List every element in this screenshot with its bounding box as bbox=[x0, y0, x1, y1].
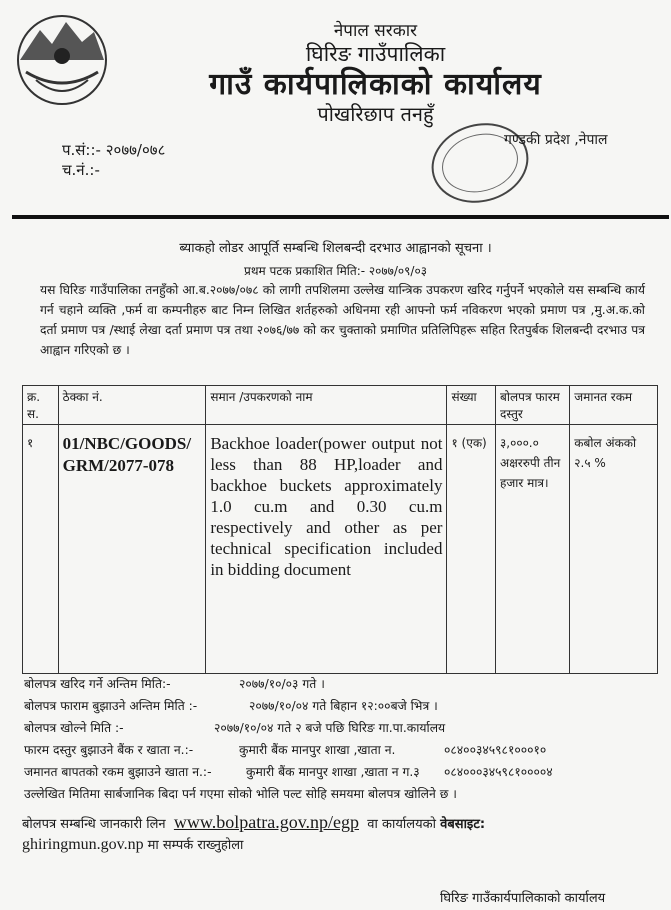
signature-office: घिरिङ गाउँकार्यपालिकाको कार्यालय bbox=[440, 891, 606, 906]
detail-value: कुमारी बैंक मानपुर शाखा ,खाता न ग.३ bbox=[246, 765, 420, 779]
table-row bbox=[23, 425, 658, 674]
detail-label: बोलपत्र फाराम बुझाउने अन्तिम मिति :- bbox=[24, 699, 198, 713]
header-office: गाउँ कार्यपालिकाको कार्यालय bbox=[209, 67, 542, 102]
detail-value: २०७७/१०/०३ गते । bbox=[239, 677, 325, 691]
header-government: नेपाल सरकार bbox=[333, 21, 418, 41]
header-divider bbox=[12, 215, 669, 219]
website-prefix: बोलपत्र सम्बन्धि जानकारी लिन bbox=[22, 817, 166, 832]
header-municipality: घिरिङ गाउँपालिका bbox=[305, 42, 446, 66]
detail-label: उल्लेखित मितिमा सार्बजानिक बिदा पर्न गएमा सोको भोलि पल्ट सोहि समयमा बोलपत्र खोलिने छ । bbox=[24, 787, 457, 801]
website-suffix: मा सम्पर्क राख्नुहोला bbox=[147, 838, 244, 853]
header-deposit: जमानत रकम bbox=[570, 386, 658, 425]
dispatch-number: च.नं.:- bbox=[62, 161, 100, 179]
detail-line bbox=[24, 719, 446, 736]
cell-qty: १ (एक) bbox=[447, 425, 496, 674]
header-qty: संख्या bbox=[447, 386, 496, 425]
detail-line bbox=[24, 741, 547, 758]
detail-label: फारम दस्तुर बुझाउने बैंक र खाता न.:- bbox=[24, 743, 194, 757]
municipality-site[interactable]: ghiringmun.gov.np bbox=[22, 836, 144, 853]
cell-fee: ३,०००.० अक्षररुपी तीन हजार मात्र। bbox=[496, 425, 570, 674]
detail-label: जमानत बापतको रकम बुझाउने खाता न.:- bbox=[24, 765, 212, 779]
cell-item: Backhoe loader(power output not less than 88 HP,loader and backhoe buckets approximately 1.0 cu.m and 0.30 cu.m respectively and other as per technical specification included in bidding document bbox=[206, 425, 447, 674]
website-line-2 bbox=[22, 835, 243, 854]
website-label: वेबसाइट: bbox=[440, 817, 486, 832]
detail-line bbox=[24, 675, 325, 692]
detail-label: बोलपत्र खोल्ने मिति :- bbox=[24, 721, 124, 735]
reference-number: प.सं::- २०७७/०७८ bbox=[62, 141, 166, 159]
notice-title: ब्याकहो लोडर आपूर्ति सम्बन्धि शिलबन्दी दरभाउ आह्वानको सूचना । bbox=[179, 241, 492, 256]
account-number: ०८४००३४५९८१०००१० bbox=[444, 743, 547, 757]
website-mid: वा कार्यालयको bbox=[367, 817, 436, 832]
table-header-row bbox=[23, 386, 658, 425]
header-sn: क्र. स. bbox=[23, 386, 59, 425]
province-text: गण्डकी प्रदेश ,नेपाल bbox=[504, 132, 608, 148]
published-date: प्रथम पटक प्रकाशित मिति:- २०७७/०९/०३ bbox=[244, 264, 427, 278]
detail-value: कुमारी बैंक मानपुर शाखा ,खाता न. bbox=[239, 743, 396, 757]
header-fee: बोलपत्र फारम दस्तुर bbox=[496, 386, 570, 425]
notice-body: यस घिरिङ गाउँपालिका तनहुँको आ.ब.२०७७/०७८ को लागी तपशिलमा उल्लेख यान्त्रिक उपकरण खरिद गर्नुपर्ने भएकोले यस सम्बन्धि कार्य गर्न चहाने व्यक्ति ,फर्म वा कम्पनीहरु बाट निम्न लिखित शर्तहरुको अधिनमा रही आफ्नो फर्म नविकरण भएको प्रमाण पत्र ,मु.अ.क.को दर्ता प्रमाण पत्र /स्थाई लेखा दर्ता प्रमाण पत्र तथा २०७६/७७ को कर चुक्ताको प्रमाणित प्रतिलिपिहरू सहित रितपुर्बक शिलबन्दी दरभाउ पत्र आह्वान गरिएको छ । bbox=[40, 283, 645, 357]
detail-line bbox=[24, 785, 457, 802]
website-line bbox=[22, 812, 662, 833]
bolpatra-link[interactable]: www.bolpatra.gov.np/egp bbox=[173, 812, 360, 832]
cell-sn: १ bbox=[23, 425, 59, 674]
header-item: समान /उपकरणको नाम bbox=[206, 386, 447, 425]
cell-contract: 01/NBC/GOODS/GRM/2077-078 bbox=[58, 425, 206, 674]
header-contract: ठेक्का नं. bbox=[58, 386, 206, 425]
account-number: ०८४०००३४५९८१००००४ bbox=[444, 765, 553, 779]
detail-value: २०७७/१०/०४ गते २ बजे पछि घिरिङ गा.पा.कार्यालय bbox=[214, 721, 446, 735]
detail-label: बोलपत्र खरिद गर्ने अन्तिम मिति:- bbox=[24, 677, 171, 691]
cell-deposit: कबोल अंकको २.५ % bbox=[570, 425, 658, 674]
detail-line bbox=[24, 697, 438, 714]
bid-table bbox=[22, 385, 658, 674]
detail-value: २०७७/१०/०४ गते बिहान १२:००बजे भित्र । bbox=[249, 699, 438, 713]
header-address: पोखरिछाप तनहुँ bbox=[317, 102, 434, 126]
detail-line bbox=[24, 763, 553, 780]
